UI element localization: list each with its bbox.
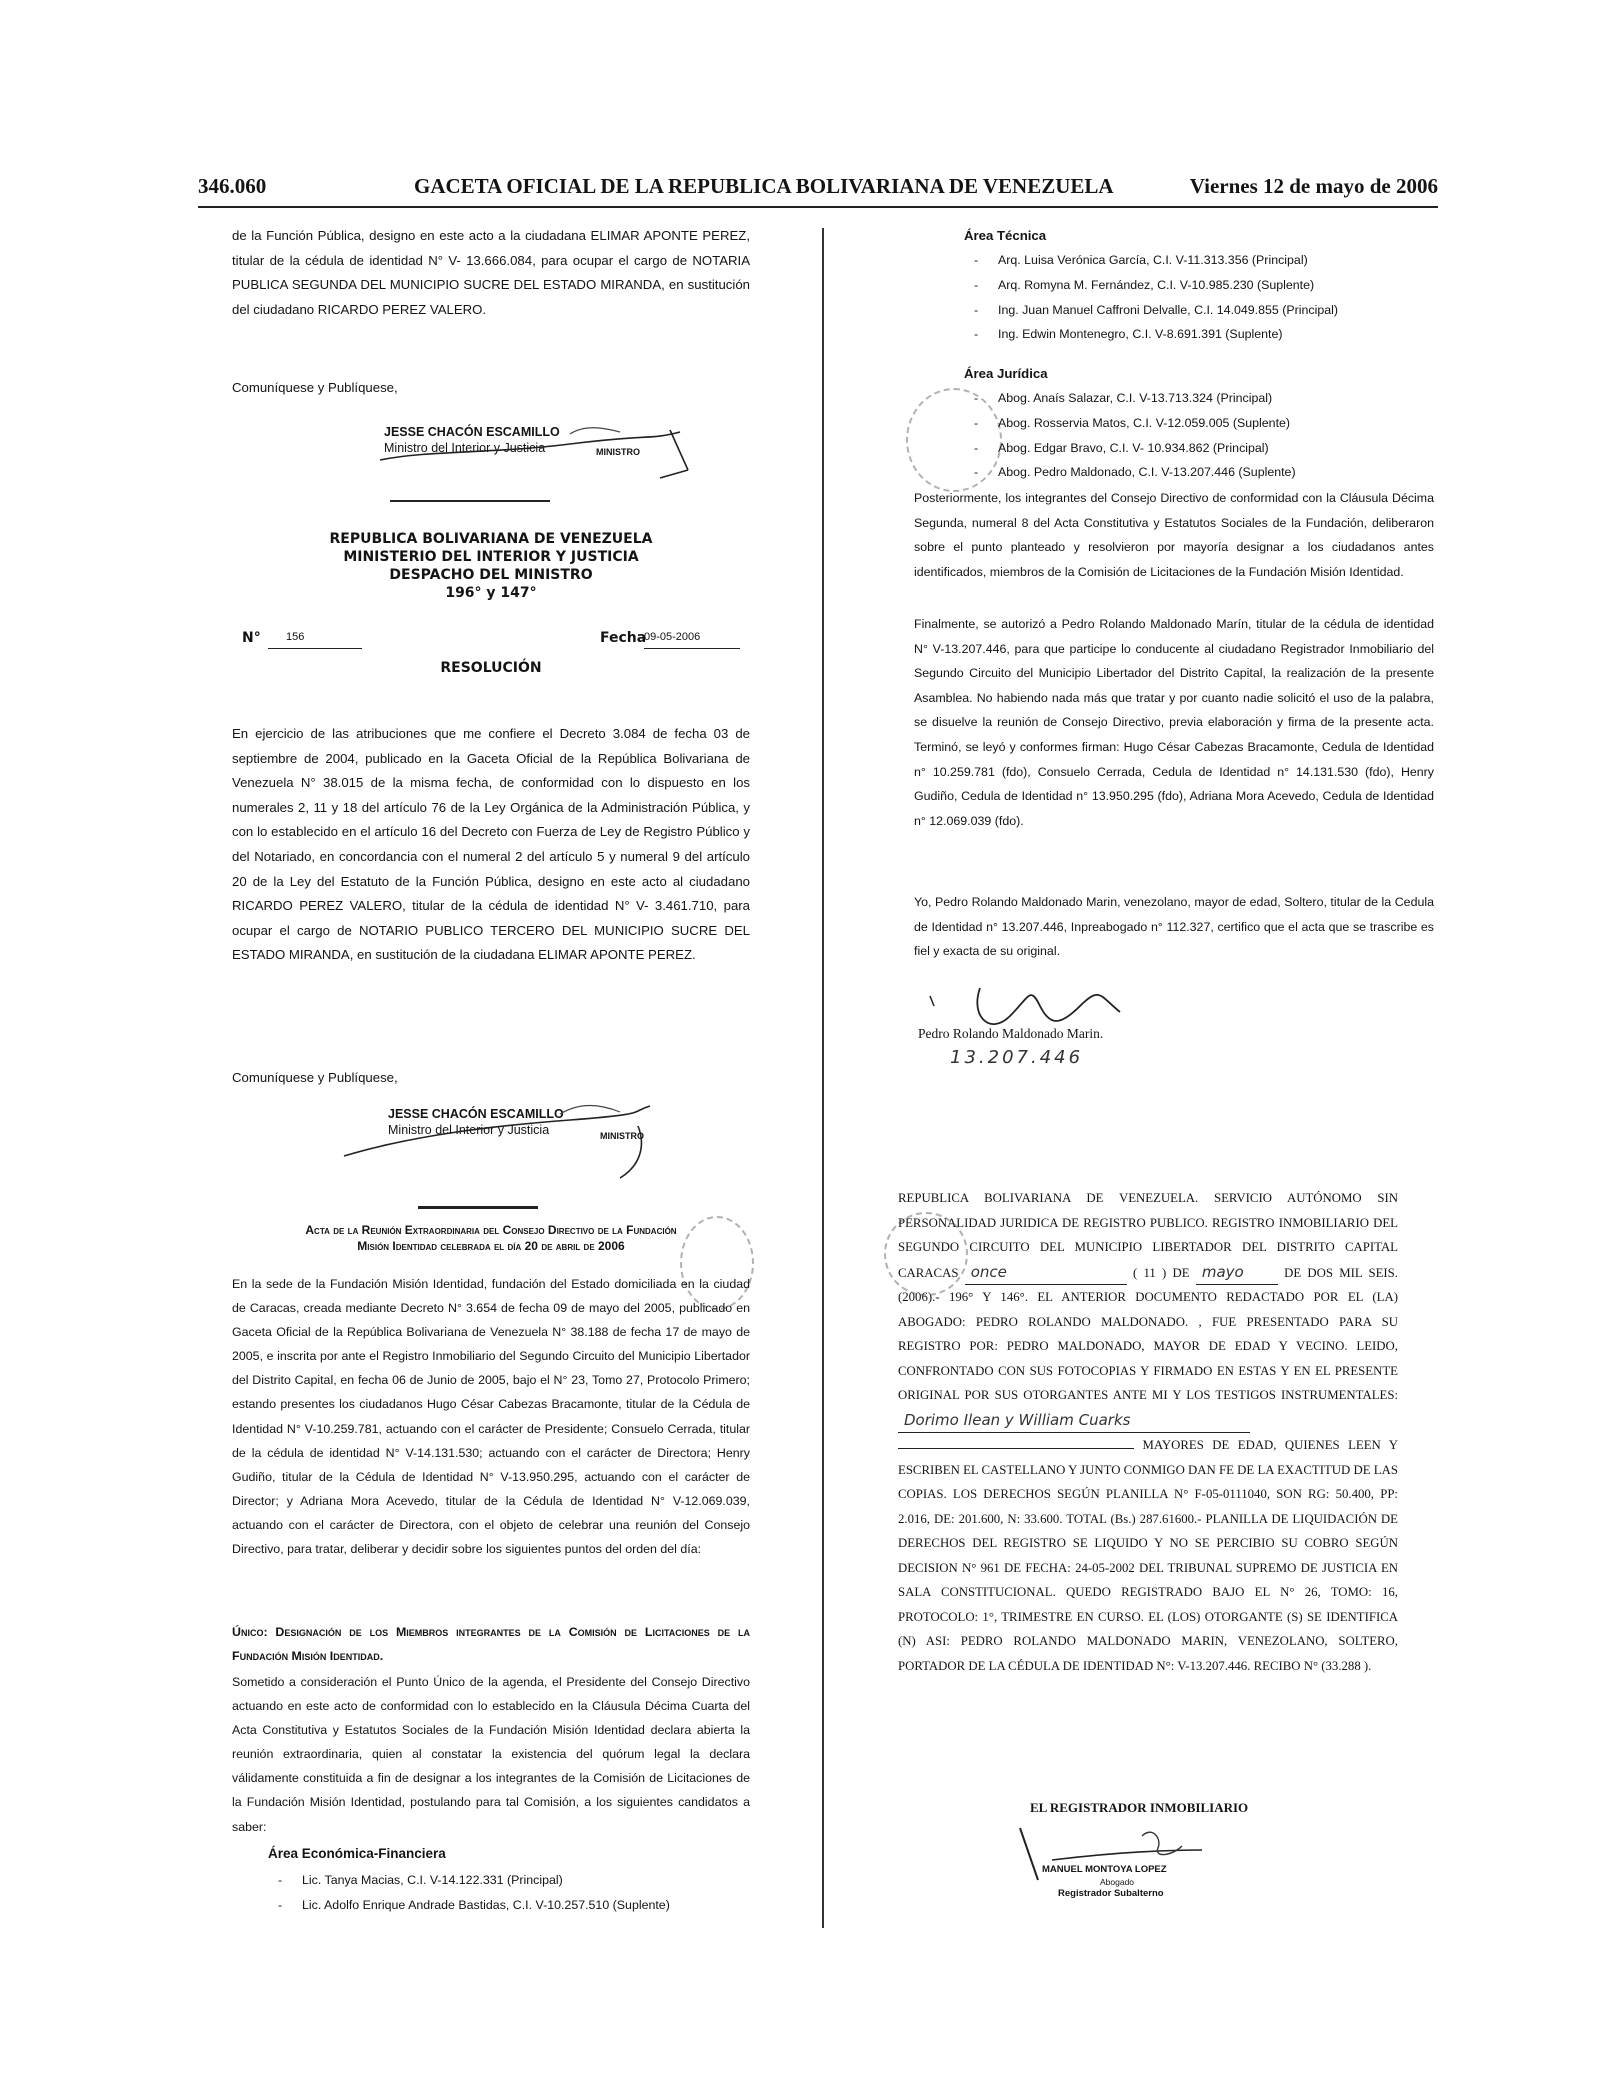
registry-text-1: REPUBLICA BOLIVARIANA DE VENEZUELA. SERVICIO AUTÓNOMO SIN PERSONALIDAD JURIDICA DE REGISTRO PUBLICO. REGISTRO INMOBILIARIO DEL SEGUNDO CIRCUITO DEL MUNICIPIO LIBERTADOR DEL DISTRITO CAPITAL CARACAS: [898, 1191, 1398, 1280]
gazette-header: [198, 174, 1438, 204]
signer-1-name: JESSE CHACÓN ESCAMILLO: [384, 425, 560, 439]
registry-hand-witnesses: Dorimo Ilean y William Cuarks: [898, 1408, 1250, 1434]
heading-line-4: 196° y 147°: [445, 585, 537, 601]
list-item: - Ing. Juan Manuel Caffroni Delvalle, C.I. 14.049.855 (Principal): [984, 298, 1424, 323]
heading-line-2: MINISTERIO DEL INTERIOR Y JUSTICIA: [343, 549, 639, 565]
registry-block: [898, 1186, 1398, 1678]
registry-instrumentales: INSTRUMENTALES:: [1281, 1388, 1399, 1402]
number-label: N°: [242, 630, 261, 646]
header-rule: [198, 206, 1438, 208]
registry-text-2: DE DOS MIL SEIS. (2006).- 196° Y 146°. EL ANTERIOR DOCUMENTO REDACTADO POR EL (LA) ABOGADO: PEDRO ROLANDO MALDONADO. , FUE PRESENTADO PARA SU REGISTRO POR: PEDRO MALDONADO, MAYOR DE EDAD Y VECINO. LEIDO, CONFRONTADO CON SUS FOTOCOPIAS Y FIRMADO EN ESTAS Y EN EL PRESENTE ORIGINAL POR SUS OTORGANTES ANTE MI Y LOS TESTIGOS: [898, 1265, 1398, 1402]
heading-line-1: REPUBLICA BOLIVARIANA DE VENEZUELA: [329, 531, 653, 547]
registrar-name: MANUEL MONTOYA LOPEZ: [1042, 1864, 1167, 1875]
signature-1-mark: [370, 420, 700, 480]
acta-paragraph-1: En la sede de la Fundación Misión Identidad, fundación del Estado domiciliada en la ciudad de Caracas, creada mediante Decreto N° 3.654 de fecha 09 de mayo del 2005, publicado en Gaceta Oficial de la República Bolivariana de Venezuela N° 38.188 de fecha 17 de mayo de 2005, e inscrita por ante el Registro Inmobiliario del Segundo Circuito del Municipio Libertador del Distrito Capital, en fecha 06 de Junio de 2005, bajo el N° 23, Tomo 27, Protocolo Primero; estando presentes los ciudadanos Hugo César Cabezas Bracamonte, titular de la Cédula de Identidad N° V-10.259.781, actuando con el carácter de Presidente; Consuelo Cerrada, titular de la cédula de identidad N° V-14.131.530; actuando con el carácter de Directora; Henry Gudiño, titular de la Cédula de Identidad N° V-13.950.295, actuando con el carácter de Director; y Adriana Mora Acevedo, titular de la Cédula de Identidad N° V-12.069.039, actuando con el carácter de Directora, con el objeto de celebrar una reunión del Consejo Directivo, para tratar, deliberar y decidir sobre los siguientes puntos del orden del día:: [232, 1277, 750, 1557]
list-item: - Ing. Edwin Montenegro, C.I. V-8.691.391 (Suplente): [984, 322, 1424, 347]
registry-day-num: ( 11 ): [1132, 1265, 1167, 1280]
right-paragraph-2: Finalmente, se autorizó a Pedro Rolando Maldonado Marín, titular de la cédula de identidad N° V-13.207.446, para que participe lo conducente al ciudadano Registrador Inmobiliario del Segundo Circuito del Municipio Libertador del Distrito Capital, la realización de la presente Asamblea. No habiendo nada más que tratar y por cuanto nadie solicitó el uso de la palabra, se disuelve la reunión de Consejo Directivo, previa elaboración y firma de la presente acta. Terminó, se leyó y conformes firman: Hugo César Cabezas Bracamonte, Cedula de Identidad n° 10.259.781 (fdo), Consuelo Cerrada, Cedula de Identidad n° 14.131.530 (fdo), Henry Gudiño, Cedula de Identidad n° 13.950.295 (fdo), Adriana Mora Acevedo, Cedula de Identidad n° 12.069.039 (fdo).: [914, 617, 1434, 828]
area-economica-title: Área Económica-Financiera: [268, 1846, 446, 1861]
list-item: - Abog. Edgar Bravo, C.I. V- 10.934.862 (Principal): [984, 436, 1424, 461]
registry-text-3: MAYORES DE EDAD, QUIENES LEEN Y ESCRIBEN EL CASTELLANO Y JUNTO CONMIGO DAN FE DE LA EXACTITUD DE LAS COPIAS. LOS DERECHOS SEGÚN PLANILLA N° F-05-0111040, SON RG: 50.400, PP: 2.016, DE: 201.600, N: 33.600. TOTAL (Bs.) 287.61600.- PLANILLA DE LIQUIDACIÓN DE DERECHOS DEL REGISTRO SE LIQUIDO Y NO SE PERCIBIO SU COBRO SEGÚN DECISION N° 961 DE FECHA: 24-05-2002 DEL TRIBUNAL SUPREMO DE JUSTICIA EN SALA CONSTITUCIONAL. QUEDO REGISTRADO BAJO EL N° 26, TOMO: 16, PROTOCOLO: 1°, TRIMESTRE EN CURSO. EL (LOS) OTORGANTE (S) SE IDENTIFICA (N) ASI: PEDRO ROLANDO MALDONADO MARIN, VENEZOLANO, SOLTERO, PORTADOR DE LA CÉDULA DE IDENTIDAD N°: V-13.207.446. RECIBO N° (33.288 ).: [898, 1438, 1398, 1673]
registrar-signature-block: [1042, 1864, 1222, 1900]
resolution-paragraph: En ejercicio de las atribuciones que me confiere el Decreto 3.084 de fecha 03 de septiembre de 2004, publicado en la Gaceta Oficial de la República Bolivariana de Venezuela N° 38.015 de la misma fecha, de conformidad con lo dispuesto en los numerales 2, 11 y 18 del artículo 76 de la Ley Orgánica de la Administración Pública, y con lo establecido en el artículo 16 del Decreto con Fuerza de Ley de Registro Público y del Notariado, en concordancia con el numeral 2 del artículo 5 y numeral 9 del artículo 20 de la Ley del Estatuto de la Función Pública, designo en este acto al ciudadano RICARDO PEREZ VALERO, titular de la cédula de identidad N° V- 3.461.710, para ocupar el cargo de NOTARIO PUBLICO TERCERO DEL MUNICIPIO SUCRE DEL ESTADO MIRANDA, en sustitución de la ciudadana ELIMAR APONTE PEREZ.: [232, 726, 750, 963]
registry-hand-month: mayo: [1196, 1260, 1278, 1286]
resolution-title: RESOLUCIÓN: [440, 660, 542, 676]
list-item: - Arq. Luisa Verónica García, C.I. V-11.313.356 (Principal): [984, 248, 1424, 273]
area-economica-list: [270, 1868, 768, 1917]
acta-title-line-1: Acta de la Reunión Extraordinaria del Consejo Directivo de la Fundación: [305, 1223, 677, 1237]
intro-paragraph: de la Función Pública, designo en este acto a la ciudadana ELIMAR APONTE PEREZ, titular de la cédula de identidad N° V- 13.666.084, para ocupar el cargo de NOTARIA PUBLICA SEGUNDA DEL MUNICIPIO SUCRE DEL ESTADO MIRANDA, en sustitución del ciudadano RICARDO PEREZ VALERO.: [232, 228, 750, 317]
gazette-title: GACETA OFICIAL DE LA REPUBLICA BOLIVARIANA DE VENEZUELA: [414, 174, 1114, 198]
acta-paragraph-2: Sometido a consideración el Punto Único de la agenda, el Presidente del Consejo Directivo actuando en este acto de conformidad con lo establecido en la Cláusula Décima Cuarta del Acta Constitutiva y Estatutos Sociales de la Fundación Misión Identidad declara abierta la reunión extraordinaria, quien al constatar la existencia del quórum legal la declara válidamente constituida a fin de designar a los integrantes de la Comisión de Licitaciones de la Fundación Misión Identidad, postulando para tal Comisión, a los siguientes candidatos a saber:: [232, 1675, 750, 1834]
area-tecnica-title: Área Técnica: [964, 228, 1047, 243]
list-item: - Lic. Adolfo Enrique Andrade Bastidas, C.I. V-10.257.510 (Suplente): [288, 1893, 768, 1918]
area-juridica-list: [966, 386, 1424, 485]
section-rule-2: [418, 1206, 538, 1209]
right-paragraph-3: Yo, Pedro Rolando Maldonado Marin, venezolano, mayor de edad, Soltero, titular de la Cedula de Identidad n° 13.207.446, Inpreabogado n° 112.327, certifico que el acta que se trascribe es fiel y exacta de su original.: [914, 895, 1434, 959]
registry-hand-day: once: [965, 1260, 1127, 1286]
ministro-stamp-1: MINISTRO: [596, 447, 640, 457]
heading-line-3: DESPACHO DEL MINISTRO: [389, 567, 593, 583]
signer-2-name: JESSE CHACÓN ESCAMILLO: [388, 1107, 564, 1121]
signer-name: Pedro Rolando Maldonado Marin.: [918, 1026, 1104, 1041]
area-tecnica-list: [966, 248, 1424, 347]
signer-handwritten-id: 13.207.446: [950, 1047, 1084, 1068]
registry-seal: [884, 1212, 968, 1296]
signer-2-title: Ministro del Interior y Justicia: [388, 1123, 550, 1137]
registry-de: DE: [1172, 1265, 1190, 1280]
page-number: 346.060: [198, 174, 267, 198]
date-label: Fecha: [600, 630, 647, 646]
registrar-heading: EL REGISTRADOR INMOBILIARIO: [1030, 1800, 1249, 1815]
ministro-stamp-2: MINISTRO: [600, 1131, 644, 1141]
signer-1-title: Ministro del Interior y Justicia: [384, 441, 546, 455]
number-value: 156: [268, 626, 362, 649]
column-divider: [822, 228, 824, 1928]
section-rule-1: [390, 500, 550, 502]
list-item: - Abog. Anaís Salazar, C.I. V-13.713.324 (Principal): [984, 386, 1424, 411]
comuniquese-1: Comuníquese y Publíquese,: [232, 380, 398, 395]
registrar-subtitle: Registrador Subalterno: [1058, 1888, 1164, 1899]
acta-title-line-2: Misión Identidad celebrada el día 20 de abril de 2006: [357, 1239, 625, 1253]
date-value: 09-05-2006: [644, 626, 740, 649]
registrar-role: Abogado: [1100, 1877, 1135, 1887]
acta-unico: Único: Designación de los Miembros integrantes de la Comisión de Licitaciones de la Fundación Misión Identidad.: [232, 1625, 750, 1664]
comuniquese-2: Comuníquese y Publíquese,: [232, 1070, 398, 1085]
list-item: - Abog. Rosservia Matos, C.I. V-12.059.005 (Suplente): [984, 411, 1424, 436]
list-item: - Abog. Pedro Maldonado, C.I. V-13.207.446 (Suplente): [984, 460, 1424, 485]
issue-date: Viernes 12 de mayo de 2006: [1189, 174, 1438, 198]
acta-title: [232, 1222, 750, 1254]
registry-blank-line: [898, 1436, 1134, 1449]
list-item: - Arq. Romyna M. Fernández, C.I. V-10.985.230 (Suplente): [984, 273, 1424, 298]
right-paragraph-1: Posteriormente, los integrantes del Consejo Directivo de conformidad con la Cláusula Décima Segunda, numeral 8 del Acta Constitutiva y Estatutos Sociales de la Fundación, deliberaron sobre el punto planteado y resolvieron por mayoría designar a los ciudadanos antes identificados, miembros de la Comisión de Licitaciones de la Fundación Misión Identidad.: [914, 491, 1434, 579]
ministry-heading: [232, 530, 750, 602]
list-item: - Lic. Tanya Macias, C.I. V-14.122.331 (Principal): [288, 1868, 768, 1893]
area-juridica-title: Área Jurídica: [964, 366, 1048, 381]
